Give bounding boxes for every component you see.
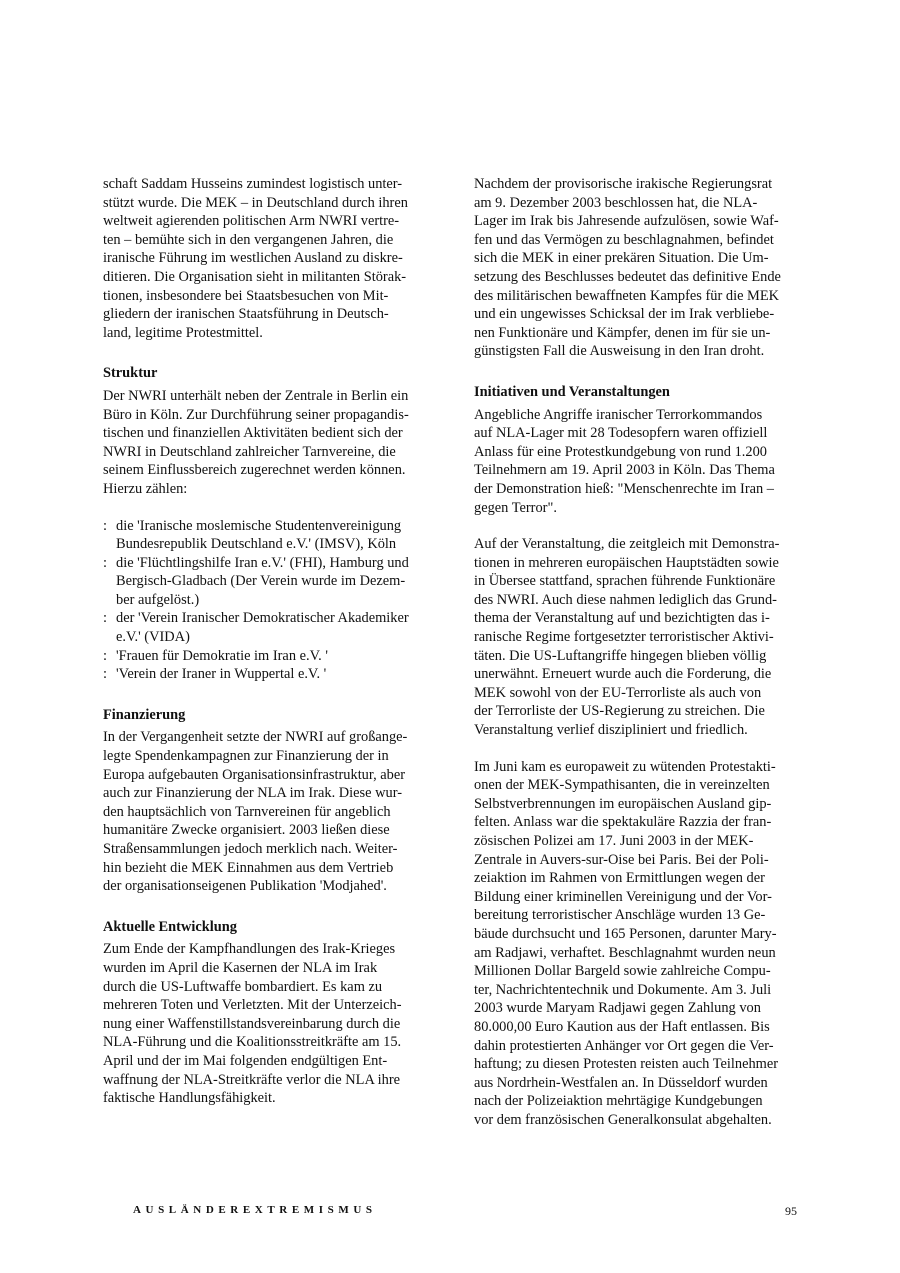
text-line: Straßensammlungen jedoch merklich nach. Weiter-: [103, 841, 398, 857]
text-line: Nachdem der provisorische irakische Regierungsrat: [474, 176, 773, 192]
text-line: Teilnehmern am 19. April 2003 in Köln. Das Thema: [474, 462, 775, 479]
initiativen-paragraph-3: [474, 758, 798, 1130]
text-line: tionen in mehreren europäischen Hauptstädten sowie: [474, 554, 779, 571]
text-line: Zum Ende der Kampfhandlungen des Irak-Krieges: [103, 941, 396, 958]
section-heading-struktur: Struktur: [103, 365, 158, 382]
section-heading-entwicklung: Aktuelle Entwicklung: [103, 918, 237, 935]
text-line: günstigsten Fall die Ausweisung in den Iran droht.: [474, 343, 765, 360]
text-line: NLA-Führung und die Koalitionsstreitkräfte am 15.: [103, 1034, 402, 1051]
text-line: legte Spendenkampagnen zur Finanzierung der in: [103, 748, 389, 765]
text-line: auf NLA-Lager mit 28 Todesopfern waren offiziell: [474, 425, 768, 442]
text-line: onen der MEK-Sympathisanten, die in vereinzelten: [474, 777, 770, 794]
text-line: ter, Nachrichtentechnik und Dokumente. Am 3. Juli: [474, 981, 772, 998]
list-item: [103, 517, 427, 554]
text-line: und ein ungewisses Schicksal der im Irak verbliebe-: [474, 306, 775, 323]
text-line: Anlass für eine Protestkundgebung von rund 1.200: [474, 443, 767, 460]
text-line: Selbstverbrennungen im europäischen Ausland gip-: [474, 795, 772, 812]
initiativen-paragraph-1: [474, 406, 798, 518]
list-marker: :: [103, 517, 107, 534]
text-line: gliedern der iranischen Staatsführung in Deutsch-: [103, 306, 389, 323]
text-line: aus Nordrhein-Westfalen an. In Düsseldorf wurden: [474, 1074, 768, 1091]
text-line: humanitäre Zwecke organisiert. 2003 ließen diese: [103, 822, 390, 839]
list-item: [103, 554, 427, 610]
page-number: 95: [785, 1204, 797, 1218]
list-item: [103, 609, 427, 646]
text-line: in Übersee stattfand, sprachen führende Funktionäre: [474, 573, 776, 590]
text-line: e.V.' (VIDA): [116, 629, 190, 646]
text-line: zösischen Polizei am 17. Juni 2003 in der MEK-: [474, 833, 754, 849]
text-line: Veranstaltung verlief diszipliniert und friedlich.: [474, 722, 748, 739]
text-line: hin bezieht die MEK Einnahmen aus dem Vertrieb: [103, 859, 394, 876]
text-line: Lager im Irak bis Jahresende aufzulösen, sowie Waf-: [474, 213, 779, 230]
text-line: der Terrorliste der US-Regierung zu streichen. Die: [474, 703, 765, 720]
text-line: wurden im April die Kasernen der NLA im Irak: [103, 959, 378, 976]
text-line: durch die US-Luftwaffe bombardiert. Es kam zu: [103, 978, 383, 995]
list-marker: :: [103, 666, 107, 683]
text-line: mehreren Toten und Verletzten. Mit der Unterzeich-: [103, 997, 402, 1014]
text-line: thema der Veranstaltung auf und bezichtigten das i-: [474, 610, 770, 627]
right-column: [474, 175, 798, 1130]
organization-list: [103, 517, 427, 684]
text-line: In der Vergangenheit setzte der NWRI auf großange-: [103, 729, 408, 746]
text-line: seinem Einflussbereich zugerechnet werden können.: [103, 462, 406, 479]
left-column: [103, 175, 427, 1108]
text-line: Zentrale in Auvers-sur-Oise bei Paris. Bei der Poli-: [474, 851, 769, 868]
text-line: zeiaktion im Rahmen von Ermittlungen wegen der: [474, 870, 765, 887]
text-line: der organisationseigenen Publikation 'Modjahed'.: [103, 878, 387, 895]
text-line: nung einer Waffenstillstandsvereinbarung durch die: [103, 1015, 401, 1032]
list-marker: :: [103, 610, 107, 627]
list-marker: :: [103, 554, 107, 571]
text-line: tionen, insbesondere bei Staatsbesuchen von Mit-: [103, 287, 389, 304]
text-line: Hierzu zählen:: [103, 480, 188, 497]
text-line: am Radjawi, verhaftet. Beschlagnahmt wurden neun: [474, 944, 776, 961]
intro-paragraph-left: [103, 175, 427, 342]
text-line: ber aufgelöst.): [116, 591, 200, 608]
struktur-paragraph: [103, 387, 427, 499]
text-line: des militärischen bewaffneten Kampfes für die MEK: [474, 287, 780, 304]
text-line: dahin protestierten Anhänger vor Ort gegen die Ver-: [474, 1037, 774, 1054]
text-line: setzung des Beschlusses bedeutet das definitive Ende: [474, 268, 781, 285]
text-line: schaft Saddam Husseins zumindest logistisch unter-: [103, 176, 403, 192]
initiativen-paragraph-2: [474, 535, 798, 740]
text-line: täten. Die US-Luftangriffe hingegen blieben völlig: [474, 647, 767, 664]
text-line: gegen Terror".: [474, 499, 557, 516]
text-line: ditieren. Die Organisation sieht in militanten Störak-: [103, 268, 407, 285]
text-line: Bildung einer kriminellen Vereinigung und der Vor-: [474, 888, 772, 905]
text-line: MEK sowohl von der EU-Terrorliste als auch von: [474, 684, 762, 701]
text-line: sich die MEK in einer prekären Situation. Die Um-: [474, 250, 769, 267]
text-line: felten. Anlass war die spektakuläre Razzia der fran-: [474, 814, 772, 831]
text-line: fen und das Vermögen zu beschlagnahmen, befindet: [474, 231, 774, 248]
text-line: Bergisch-Gladbach (Der Verein wurde im Dezem-: [116, 573, 406, 590]
text-line: waffnung der NLA-Streitkräfte verlor die NLA ihre: [103, 1071, 401, 1088]
text-line: bereitung terroristischer Anschläge wurden 13 Ge-: [474, 907, 766, 924]
text-line: 2003 wurde Maryam Radjawi gegen Zahlung von: [474, 1000, 761, 1017]
text-line: unerwähnt. Erneuert wurde auch die Forderung, die: [474, 666, 772, 683]
text-line: Der NWRI unterhält neben der Zentrale in Berlin ein: [103, 387, 409, 404]
text-line: bäude durchsucht und 165 Personen, darunter Mary-: [474, 925, 777, 942]
text-line: Europa aufgebauten Organisationsinfrastruktur, aber: [103, 766, 406, 783]
list-item: [103, 665, 427, 684]
text-line: nach der Polizeiaktion mehrtägige Kundgebungen: [474, 1093, 763, 1110]
text-line: ranische Regime fortgesetzter terroristischer Aktivi-: [474, 629, 774, 646]
text-line: land, legitime Protestmittel.: [103, 324, 263, 341]
text-line: 80.000,00 Euro Kaution aus der Haft entlassen. Bis: [474, 1018, 770, 1035]
text-line: vor dem französischen Generalkonsulat abgehalten.: [474, 1111, 772, 1128]
text-line: Büro in Köln. Zur Durchführung seiner propagandis-: [103, 406, 409, 423]
text-line: haftung; zu diesen Protesten reisten auch Teilnehmer: [474, 1056, 779, 1073]
entwicklung-paragraph: [103, 940, 427, 1107]
text-line: am 9. Dezember 2003 beschlossen hat, die NLA-: [474, 194, 758, 211]
text-line: weltweit agierenden politischen Arm NWRI vertre-: [103, 213, 400, 230]
text-line: die 'Iranische moslemische Studentenvereinigung: [116, 517, 402, 534]
finanzierung-paragraph: [103, 728, 427, 895]
text-line: 'Verein der Iraner in Wuppertal e.V. ': [116, 666, 327, 683]
text-line: Bundesrepublik Deutschland e.V.' (IMSV), Köln: [116, 536, 397, 553]
text-line: auch zur Finanzierung der NLA im Irak. Diese wur-: [103, 785, 403, 802]
text-line: Im Juni kam es europaweit zu wütenden Protestakti-: [474, 758, 776, 775]
text-line: tischen und finanziellen Aktivitäten bedient sich der: [103, 425, 403, 442]
list-marker: :: [103, 647, 107, 664]
running-title: AUSLÄNDEREXTREMISMUS: [133, 1204, 377, 1216]
intro-paragraph-right: [474, 175, 798, 361]
text-line: Angebliche Angriffe iranischer Terrorkommandos: [474, 406, 763, 423]
text-line: NWRI in Deutschland zahlreicher Tarnvereine, die: [103, 443, 396, 460]
section-heading-initiativen: Initiativen und Veranstaltungen: [474, 383, 670, 400]
text-line: die 'Flüchtlingshilfe Iran e.V.' (FHI), Hamburg und: [116, 554, 409, 571]
text-line: der 'Verein Iranischer Demokratischer Akademiker: [116, 610, 409, 627]
text-line: iranische Führung im westlichen Ausland zu diskre-: [103, 250, 403, 267]
text-line: April und der im Mai folgenden endgültigen Ent-: [103, 1052, 388, 1069]
list-item: [103, 647, 427, 666]
text-line: den hauptsächlich von Tarnvereinen für angeblich: [103, 803, 391, 820]
text-line: Millionen Dollar Bargeld sowie zahlreiche Compu-: [474, 963, 771, 980]
text-line: des NWRI. Auch diese nahmen lediglich das Grund-: [474, 591, 777, 608]
text-line: 'Frauen für Demokratie im Iran e.V. ': [116, 647, 328, 664]
text-line: stützt wurde. Die MEK – in Deutschland durch ihren: [103, 194, 408, 211]
text-line: Auf der Veranstaltung, die zeitgleich mit Demonstra-: [474, 536, 780, 553]
text-line: ten – bemühte sich in den vergangenen Jahren, die: [103, 231, 394, 248]
text-line: der Demonstration hieß: "Menschenrechte im Iran –: [474, 480, 774, 497]
section-heading-finanzierung: Finanzierung: [103, 706, 186, 723]
text-line: nen Funktionäre und Kämpfer, denen im für sie un-: [474, 324, 771, 341]
text-line: faktische Handlungsfähigkeit.: [103, 1090, 276, 1107]
